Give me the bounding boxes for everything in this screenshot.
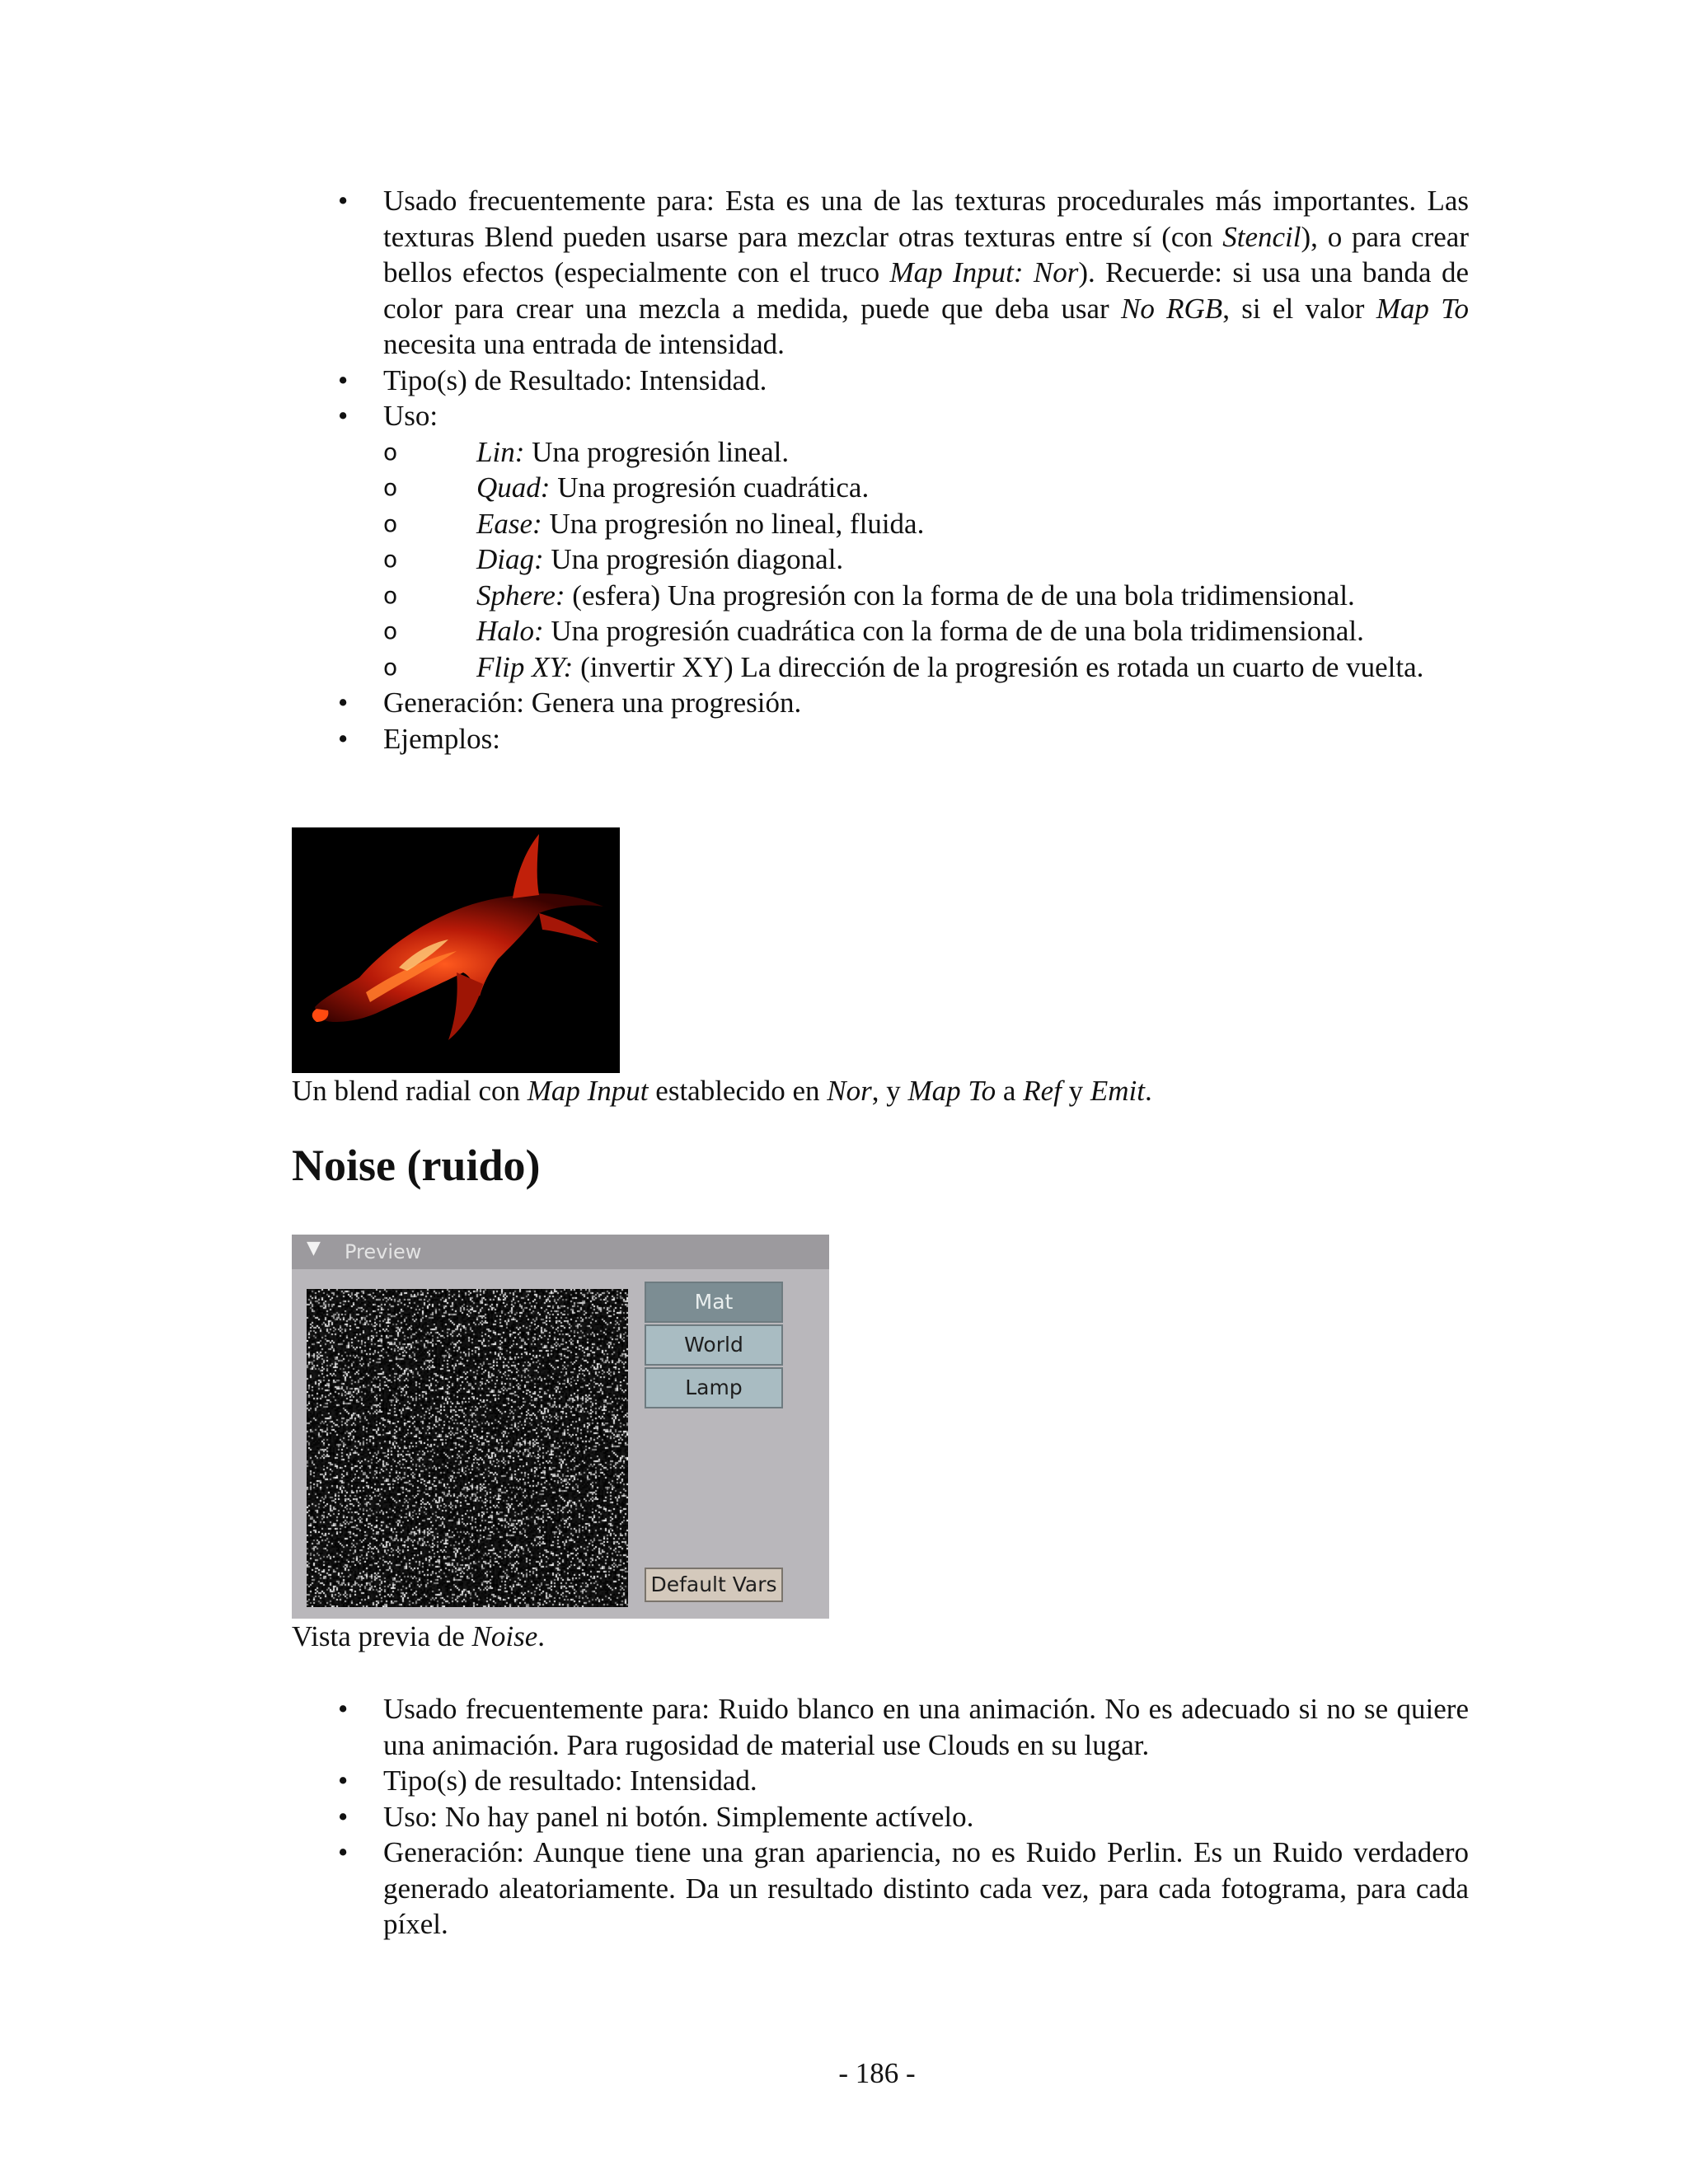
preview-panel bbox=[292, 1235, 829, 1619]
preview-header-label: Preview bbox=[345, 1240, 422, 1263]
bullet-glyph: • bbox=[338, 400, 349, 432]
list-item: • Uso: o Lin: Una progresión lineal. o Quad: Una progresión cuadrática. o Ease: Una progresión no lineal, fluida. o Diag: Una progresión diagonal. o Sphere: (esfera) Una progresión con la forma de de una bola tridimensional. o Halo: Una progresión cuadrática con la forma de de una bola tridimensional. o Flip XY: (invertir XY) La dirección de la progresión es rotada un cuarto de vuelta. bbox=[290, 398, 1469, 685]
world-button[interactable]: World bbox=[645, 1324, 783, 1366]
noise-preview-canvas bbox=[307, 1289, 628, 1607]
bullet-glyph: • bbox=[338, 722, 349, 755]
page-number: - 186 - bbox=[838, 2057, 916, 2089]
bullet-list bbox=[338, 1691, 1469, 1943]
blend-usage-section bbox=[338, 183, 1469, 757]
noise-caption: Vista previa de Noise. bbox=[292, 1620, 545, 1652]
default-vars-button[interactable]: Default Vars bbox=[645, 1568, 783, 1602]
dolphin-render-image bbox=[292, 827, 620, 1073]
mat-button[interactable]: Mat bbox=[645, 1282, 783, 1323]
sub-item: o Diag: Una progresión diagonal. bbox=[383, 543, 844, 575]
bullet-glyph: • bbox=[338, 185, 349, 217]
list-item: • Usado frecuentemente para: Ruido blanco en una animación. No es adecuado si no se quiere una animación. Para rugosidad de material use Clouds en su lugar. bbox=[338, 1693, 1469, 1761]
bullet-glyph: • bbox=[338, 1800, 349, 1833]
noise-usage-section bbox=[338, 1691, 1469, 1943]
sub-item: o Lin: Una progresión lineal. bbox=[383, 435, 790, 468]
list-item: • Tipo(s) de resultado: Intensidad. bbox=[290, 1763, 1469, 1799]
sub-item: o Halo: Una progresión cuadrática con la forma de de una bola tridimensional. bbox=[383, 615, 1364, 647]
list-item: • Ejemplos: bbox=[290, 721, 1469, 757]
collapse-triangle-icon[interactable]: ▼ bbox=[307, 1238, 321, 1258]
bullet-glyph: • bbox=[338, 1765, 349, 1797]
dolphin-caption: Un blend radial con Map Input establecido en Nor, y Map To a Ref y Emit. bbox=[292, 1075, 1152, 1107]
lamp-button[interactable]: Lamp bbox=[645, 1367, 783, 1408]
preview-panel-header[interactable] bbox=[292, 1235, 829, 1269]
bullet-list bbox=[338, 183, 1469, 757]
bullet-glyph: • bbox=[338, 1693, 349, 1725]
list-item: • Generación: Genera una progresión. bbox=[290, 685, 1469, 721]
bullet-glyph: • bbox=[338, 687, 349, 719]
sub-item: o Sphere: (esfera) Una progresión con la forma de de una bola tridimensional. bbox=[383, 579, 1355, 612]
sub-item: o Flip XY: (invertir XY) La dirección de la progresión es rotada un cuarto de vuelta. bbox=[383, 650, 1424, 683]
list-item: • Tipo(s) de Resultado: Intensidad. bbox=[290, 363, 1469, 399]
list-item: • Generación: Aunque tiene una gran apariencia, no es Ruido Perlin. Es un Ruido verdadero generado aleatoriamente. Da un resultado distinto cada vez, para cada fotograma, para cada píxel. bbox=[338, 1836, 1469, 1940]
sub-item: o Ease: Una progresión no lineal, fluida. bbox=[383, 507, 925, 540]
list-item: • Usado frecuentemente para: Esta es una de las texturas procedurales más importantes. Las texturas Blend pueden usarse para mezclar otras texturas entre sí (con Stencil), o para crear bellos efectos (especialmente con el truco Map Input: Nor). Recuerde: si usa una banda de color para crear una mezcla a medida, puede que deba usar No RGB, si el valor Map To necesita una entrada de intensidad. bbox=[338, 185, 1469, 360]
section-heading: Noise (ruido) bbox=[292, 1141, 541, 1190]
dolphin-illustration bbox=[292, 827, 620, 1073]
list-item: • Uso: No hay panel ni botón. Simplemente actívelo. bbox=[290, 1799, 1469, 1835]
sub-item: o Quad: Una progresión cuadrática. bbox=[383, 471, 870, 504]
bullet-glyph: • bbox=[338, 1836, 349, 1868]
uso-sublist bbox=[383, 434, 1469, 686]
bullet-glyph: • bbox=[338, 363, 349, 396]
